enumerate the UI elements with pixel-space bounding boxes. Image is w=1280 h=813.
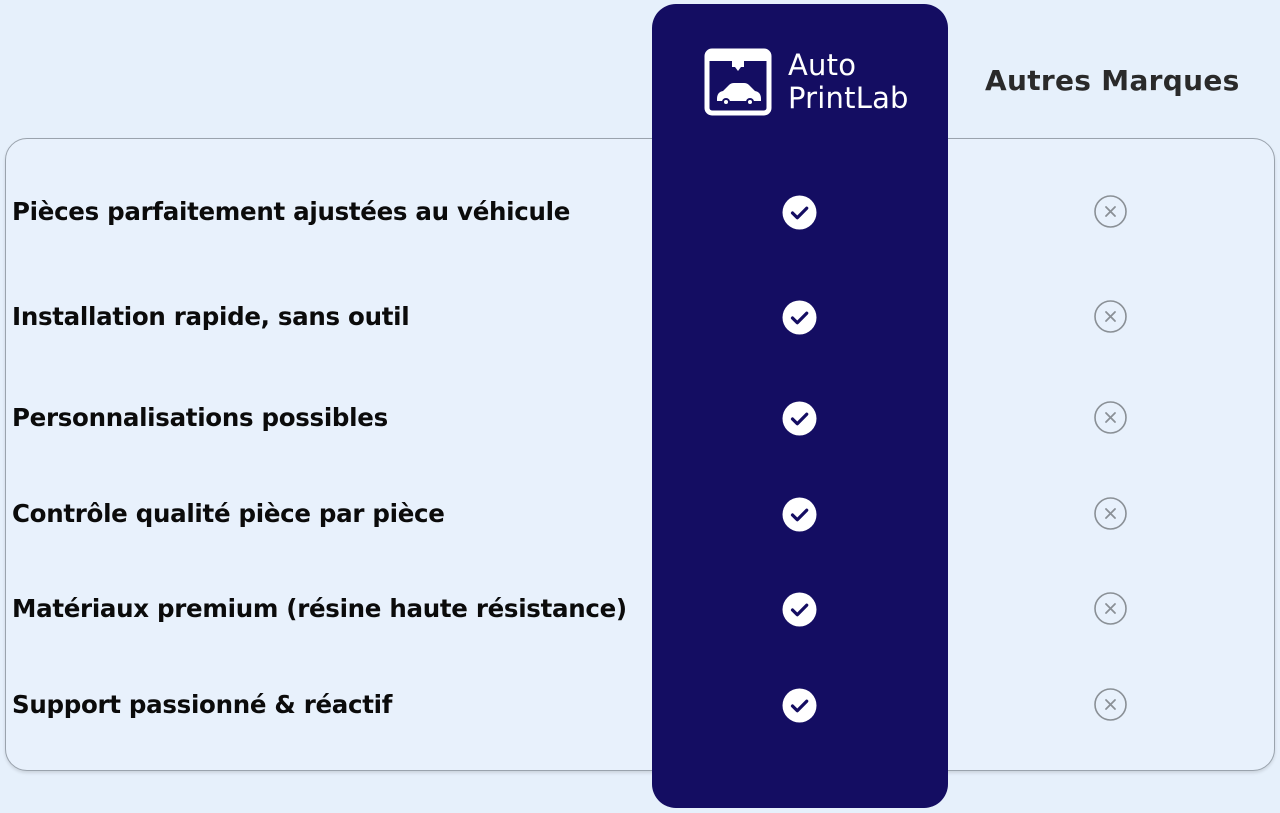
brand-name-line1: Auto [788,48,857,82]
feature-label: Installation rapide, sans outil [12,302,410,331]
brand-name [788,49,909,115]
x-circle-icon [1094,195,1127,228]
check-circle-icon [782,300,817,335]
x-circle-icon [1094,300,1127,333]
feature-label: Pièces parfaitement ajustées au véhicule [12,197,571,226]
check-circle-icon [782,195,817,230]
x-circle-icon [1094,497,1127,530]
check-circle-icon [782,688,817,723]
feature-row [0,685,1280,725]
check-circle-icon [782,592,817,627]
feature-row [0,398,1280,438]
comparison-table [5,138,1275,771]
brand-name-line2: PrintLab [788,81,909,115]
feature-label: Support passionné & réactif [12,690,393,719]
feature-label: Personnalisations possibles [12,403,388,432]
competitor-column-header: Autres Marques [985,64,1240,97]
feature-row [0,192,1280,232]
feature-label: Contrôle qualité pièce par pièce [12,499,445,528]
check-circle-icon [782,401,817,436]
x-circle-icon [1094,401,1127,434]
feature-row [0,297,1280,337]
x-circle-icon [1094,688,1127,721]
3d-printer-car-icon [703,47,773,117]
check-circle-icon [782,497,817,532]
feature-row [0,589,1280,629]
x-circle-icon [1094,592,1127,625]
feature-row [0,494,1280,534]
brand-logo [703,47,909,117]
feature-label: Matériaux premium (résine haute résistance) [12,594,627,623]
